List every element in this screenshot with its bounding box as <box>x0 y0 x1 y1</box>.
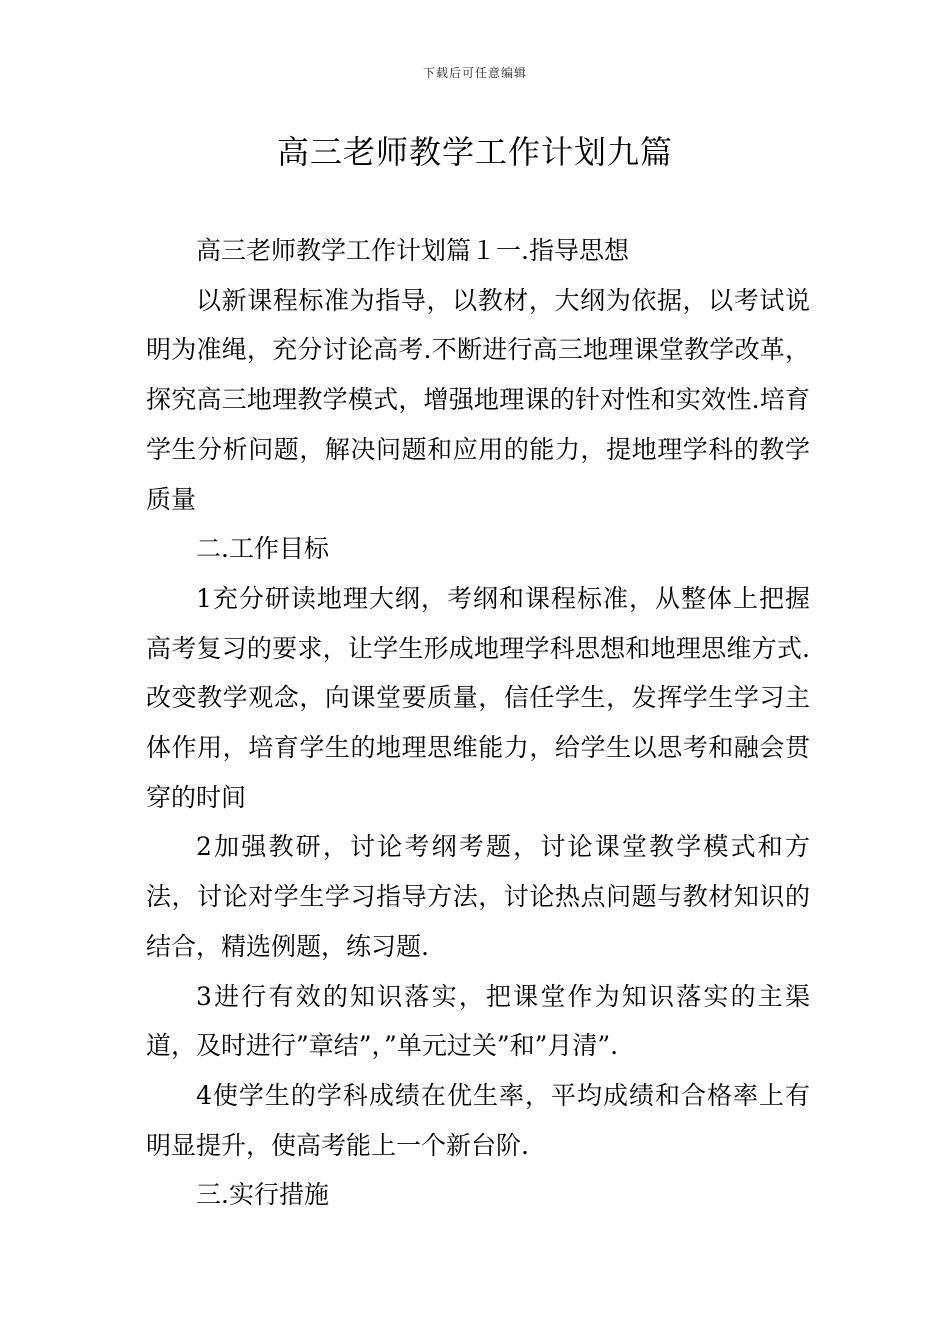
paragraph-section-heading-1: 高三老师教学工作计划篇１一.指导思想 <box>196 236 629 265</box>
paragraph-section-heading-2: 二.工作目标 <box>196 534 329 564</box>
document-title: 高三老师教学工作计划九篇 <box>276 133 673 171</box>
paragraph-goal-4: 4使学生的学科成绩在优生率，平均成绩和合格率上有明显提升，使高考能上一个新台阶. <box>146 1080 810 1160</box>
paragraph-goal-3: 3进行有效的知识落实，把课堂作为知识落实的主渠道，及时进行”章结”，”单元过关”和”月清”. <box>146 981 810 1061</box>
paragraph-guiding-ideology: 以新课程标准为指导，以教材，大纲为依据，以考试说明为准绳，充分讨论高考.不断进行高三地理课堂教学改革，探究高三地理教学模式，增强地理课的针对性和实效性.培育学生分析问题，解决问题和应用的能力，提地理学科的教学质量 <box>146 285 810 514</box>
header-note: 下载后可任意编辑 <box>422 66 527 80</box>
paragraph-goal-2: 2加强教研，讨论考纲考题，讨论课堂教学模式和方法，讨论对学生学习指导方法，讨论热点问题与教材知识的结合，精选例题，练习题. <box>146 832 810 961</box>
paragraph-section-heading-3: 三.实行措施 <box>196 1180 329 1210</box>
paragraph-goal-1: 1充分研读地理大纲，考纲和课程标准，从整体上把握高考复习的要求，让学生形成地理学科思想和地理思维方式.改变教学观念，向课堂要质量，信任学生，发挥学生学习主体作用，培育学生的地理思维能力，给学生以思考和融会贯穿的时间 <box>146 583 810 812</box>
document-body <box>146 226 810 1220</box>
